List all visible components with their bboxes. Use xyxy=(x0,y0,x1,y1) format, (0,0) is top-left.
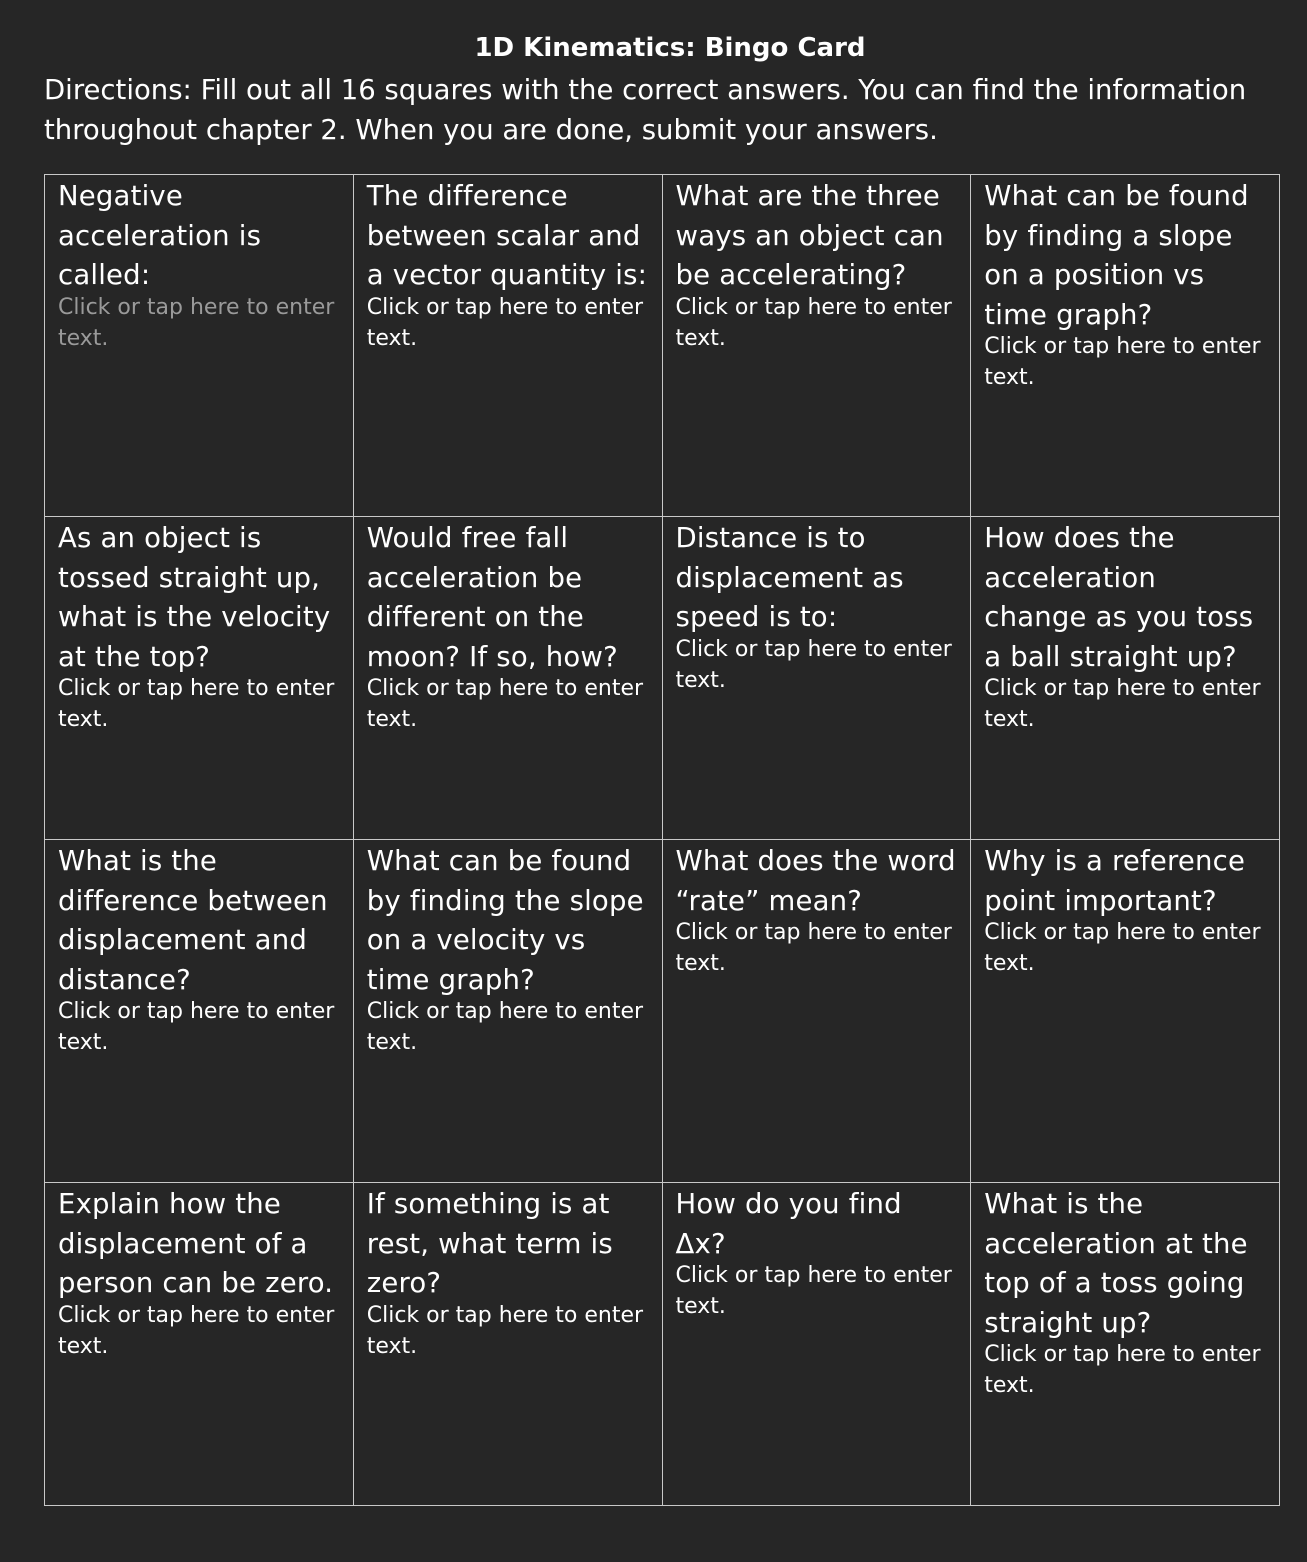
grid-row xyxy=(45,175,1280,517)
bingo-square xyxy=(662,840,971,1183)
square-question: The difference between scalar and a vector quantity is: xyxy=(366,180,648,291)
bingo-square xyxy=(353,517,662,840)
grid-row xyxy=(45,840,1280,1183)
square-question: As an object is tossed straight up, what is the velocity at the top? xyxy=(58,522,331,673)
square-question: What does the word “rate” mean? xyxy=(675,845,956,917)
answer-field[interactable]: Click or tap here to enter text. xyxy=(984,334,1261,390)
square-question: What are the three ways an object can be accelerating? xyxy=(675,180,944,291)
answer-field[interactable]: Click or tap here to enter text. xyxy=(675,636,952,693)
answer-field[interactable]: Click or tap here to enter text. xyxy=(984,676,1261,732)
bingo-grid xyxy=(44,174,1280,1506)
answer-field[interactable]: Click or tap here to enter text. xyxy=(58,1302,335,1359)
answer-field[interactable]: Click or tap here to enter text. xyxy=(366,676,644,732)
bingo-square xyxy=(662,175,971,517)
answer-field[interactable]: Click or tap here to enter text. xyxy=(366,999,644,1055)
bingo-square xyxy=(45,175,354,517)
grid-row xyxy=(45,517,1280,840)
answer-field[interactable]: Click or tap here to enter text. xyxy=(675,920,952,976)
square-question: Would free fall acceleration be different on the moon? If so, how? xyxy=(366,522,618,673)
bingo-square xyxy=(662,1183,971,1506)
square-question: What can be found by finding the slope on a velocity vs time graph? xyxy=(366,845,644,996)
bingo-square xyxy=(45,840,354,1183)
bingo-square xyxy=(353,175,662,517)
bingo-square xyxy=(353,1183,662,1506)
bingo-square xyxy=(353,840,662,1183)
bingo-square xyxy=(45,517,354,840)
answer-field[interactable]: Click or tap here to enter text. xyxy=(984,1342,1261,1398)
answer-field[interactable]: Click or tap here to enter text. xyxy=(58,999,335,1055)
page-title: 1D Kinematics: Bingo Card xyxy=(474,33,866,63)
bingo-square xyxy=(971,517,1280,840)
square-question: What is the difference between displacement and distance? xyxy=(58,845,328,996)
answer-field[interactable]: Click or tap here to enter text. xyxy=(675,1263,952,1319)
grid-row xyxy=(45,1183,1280,1506)
directions-text: Directions: Fill out all 16 squares with the correct answers. You can find the information throughout chapter 2. When you are done, submit your answers. xyxy=(44,74,1247,146)
bingo-square xyxy=(45,1183,354,1506)
answer-field[interactable]: Click or tap here to enter text. xyxy=(366,1302,644,1359)
square-question: Distance is to displacement as speed is to: xyxy=(675,522,904,633)
square-question: Negative acceleration is called: xyxy=(58,180,262,291)
bingo-square xyxy=(971,1183,1280,1506)
bingo-square xyxy=(971,840,1280,1183)
bingo-square xyxy=(662,517,971,840)
answer-field[interactable]: Click or tap here to enter text. xyxy=(58,294,335,351)
answer-field[interactable]: Click or tap here to enter text. xyxy=(984,920,1261,976)
square-question: What is the acceleration at the top of a toss going straight up? xyxy=(984,1188,1248,1339)
bingo-square xyxy=(971,175,1280,517)
square-question: How do you find Δx? xyxy=(675,1188,902,1260)
square-question: How does the acceleration change as you toss a ball straight up? xyxy=(984,522,1254,673)
square-question: Why is a reference point important? xyxy=(984,845,1246,917)
square-question: Explain how the displacement of a person can be zero. xyxy=(58,1188,334,1299)
answer-field[interactable]: Click or tap here to enter text. xyxy=(675,294,952,351)
square-question: If something is at rest, what term is zero? xyxy=(366,1188,613,1299)
answer-field[interactable]: Click or tap here to enter text. xyxy=(366,294,644,351)
answer-field[interactable]: Click or tap here to enter text. xyxy=(58,676,335,732)
square-question: What can be found by finding a slope on a position vs time graph? xyxy=(984,180,1249,331)
